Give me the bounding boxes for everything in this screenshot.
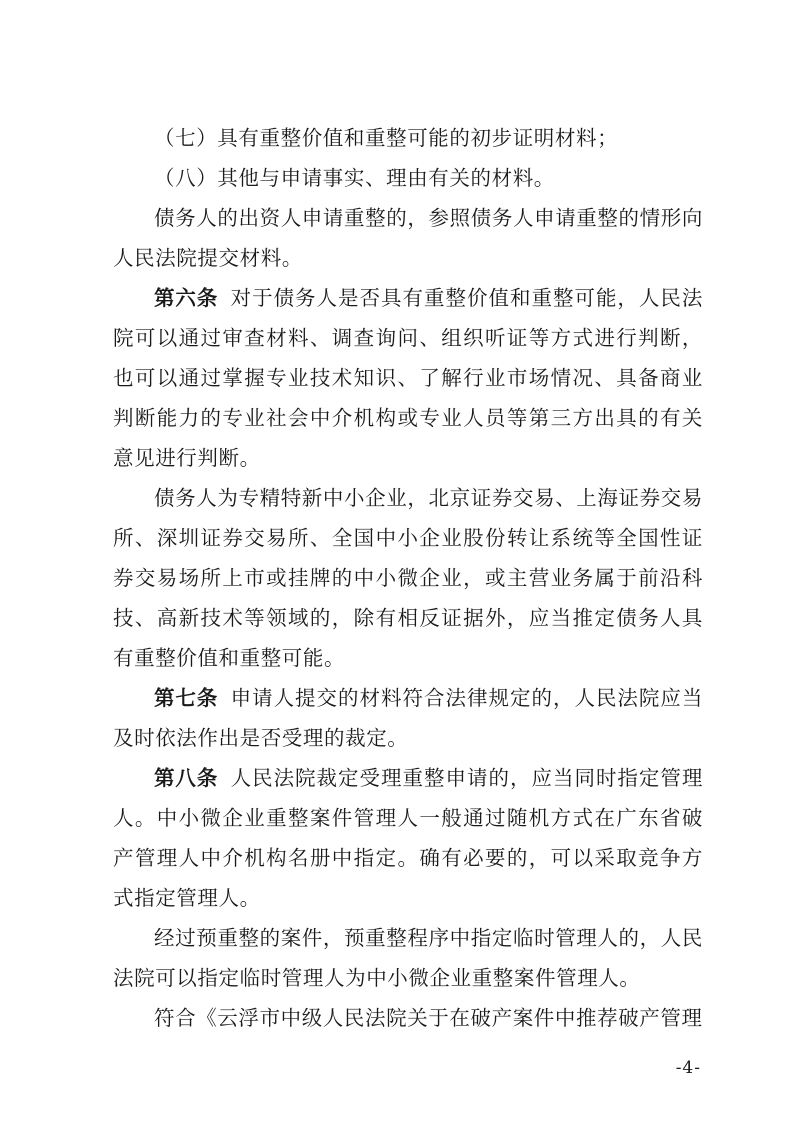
article-heading: 第七条 bbox=[154, 686, 219, 710]
article-heading: 第八条 bbox=[154, 766, 219, 790]
page-number: -4- bbox=[675, 1058, 701, 1078]
paragraph-text: （七）具有重整价值和重整可能的初步证明材料； bbox=[154, 126, 619, 150]
paragraph-investor-application bbox=[113, 198, 703, 278]
paragraph-text: （八）其他与申请事实、理由有关的材料。 bbox=[154, 166, 555, 190]
article-heading: 第六条 bbox=[154, 286, 219, 310]
paragraph-text: 债务人为专精特新中小企业，北京证券交易、上海证券交易所、深圳证券交易所、全国中小企业股份转让系统等全国性证券交易场所上市或挂牌的中小微企业，或主营业务属于前沿科技、高新技术等领域的，除有相反证据外，应当推定债务人具有重整价值和重整可能。 bbox=[113, 486, 703, 670]
paragraph-text: 经过预重整的案件，预重整程序中指定临时管理人的，人民法院可以指定临时管理人为中小微企业重整案件管理人。 bbox=[113, 926, 703, 990]
paragraph-item-8 bbox=[113, 158, 703, 198]
paragraph-text: 申请人提交的材料符合法律规定的，人民法院应当及时依法作出是否受理的裁定。 bbox=[113, 686, 704, 750]
paragraph-recommendation bbox=[113, 998, 703, 1038]
paragraph-pre-reorganization bbox=[113, 918, 703, 998]
paragraph-article-7 bbox=[113, 678, 703, 758]
paragraph-item-7 bbox=[113, 118, 703, 158]
paragraph-text: 符合《云浮市中级人民法院关于在破产案件中推荐破产管理 bbox=[154, 1006, 703, 1030]
document-body bbox=[113, 118, 703, 1038]
paragraph-text: 人民法院裁定受理重整申请的，应当同时指定管理人。中小微企业重整案件管理人一般通过随机方式在广东省破产管理人中介机构名册中指定。确有必要的，可以采取竞争方式指定管理人。 bbox=[113, 766, 704, 910]
paragraph-article-6 bbox=[113, 278, 703, 478]
paragraph-text: 债务人的出资人申请重整的，参照债务人申请重整的情形向人民法院提交材料。 bbox=[113, 206, 703, 270]
paragraph-article-8 bbox=[113, 758, 703, 918]
paragraph-presumption bbox=[113, 478, 703, 678]
paragraph-text: 对于债务人是否具有重整价值和重整可能，人民法院可以通过审查材料、调查询问、组织听证等方式进行判断，也可以通过掌握专业技术知识、了解行业市场情况、具备商业判断能力的专业社会中介机构或专业人员等第三方出具的有关意见进行判断。 bbox=[113, 286, 704, 470]
